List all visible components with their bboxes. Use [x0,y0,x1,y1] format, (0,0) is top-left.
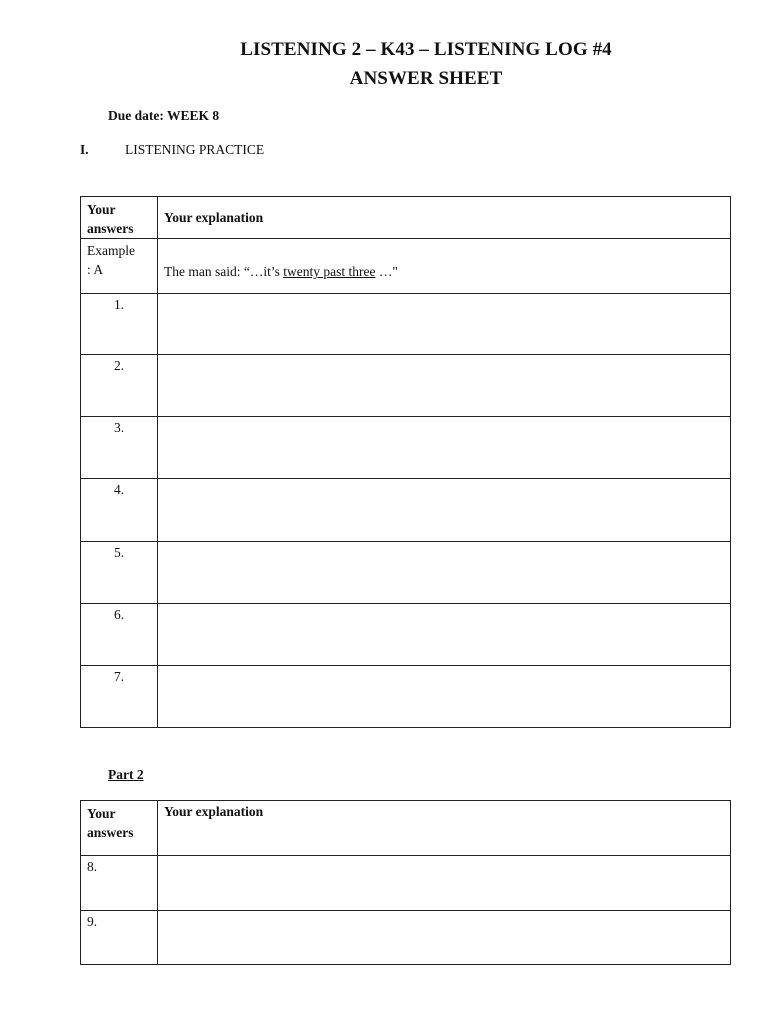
table-row [81,666,731,728]
part2-heading: Part 2 [108,767,144,782]
explanation-cell[interactable] [158,604,731,666]
example-label: Example : A [81,239,158,294]
table-row [81,542,731,604]
answer-number-cell[interactable]: 9. [81,911,158,965]
table-row [81,856,731,911]
explanation-cell[interactable] [158,666,731,728]
table-row [81,355,731,417]
answer-number-cell[interactable]: 8. [81,856,158,911]
example-underlined-text: twenty past three [283,264,376,279]
due-date: Due date: WEEK 8 [108,108,220,123]
answer-table-part2 [80,800,731,965]
explanation-cell[interactable] [158,479,731,542]
table-row [81,417,731,479]
explanation-header: Your explanation [158,197,731,239]
table-row [81,604,731,666]
answers-header: Your answers [81,801,158,856]
explanation-cell[interactable] [158,856,731,911]
table-header-row [81,801,731,856]
answer-number-cell[interactable]: 5. [81,542,158,604]
page-title-line2: ANSWER SHEET [349,68,503,89]
answer-number-cell[interactable]: 2. [81,355,158,417]
answer-number-cell[interactable]: 4. [81,479,158,542]
answer-number-cell[interactable]: 3. [81,417,158,479]
answer-number-cell[interactable]: 6. [81,604,158,666]
answer-number-cell[interactable]: 7. [81,666,158,728]
explanation-cell[interactable] [158,294,731,355]
section-number: I. [80,142,89,157]
answers-header: Your answers [81,197,158,239]
explanation-header: Your explanation [158,801,731,856]
table-row [81,294,731,355]
answer-number-cell[interactable]: 1. [81,294,158,355]
answer-table-part1 [80,196,731,728]
explanation-cell[interactable] [158,542,731,604]
table-row [81,479,731,542]
table-row [81,911,731,965]
page-title-line1: LISTENING 2 – K43 – LISTENING LOG #4 [240,39,612,60]
explanation-cell[interactable] [158,911,731,965]
example-explanation: The man said: “…it’s twenty past three …" [158,239,731,294]
table-header-row [81,197,731,239]
section-title: LISTENING PRACTICE [125,142,265,157]
example-row [81,239,731,294]
explanation-cell[interactable] [158,355,731,417]
explanation-cell[interactable] [158,417,731,479]
